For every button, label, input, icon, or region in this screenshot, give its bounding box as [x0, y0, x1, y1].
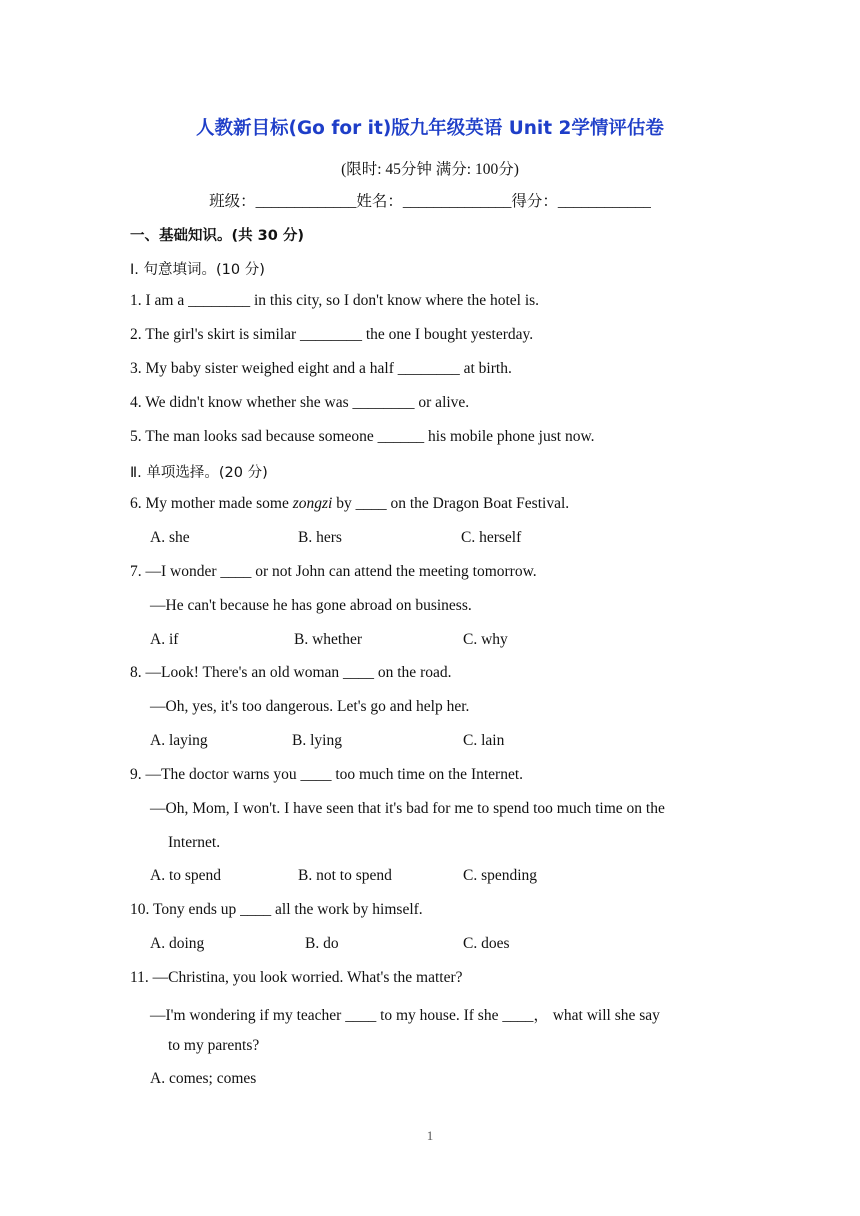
student-info-line: 班级：_____________姓名：______________得分：____________	[209, 193, 651, 210]
question-8-reply: —Oh, yes, it's too dangerous. Let's go and help her.	[150, 698, 470, 715]
option-c: C. herself	[461, 529, 522, 546]
section-heading: 一、基础知识。(共 30 分)	[130, 228, 305, 244]
question-9: 9. —The doctor warns you ____ too much time on the Internet.	[130, 766, 524, 783]
page-title: 人教新目标(Go for it)版九年级英语 Unit 2学情评估卷	[196, 118, 664, 139]
question-9-reply: —Oh, Mom, I won't. I have seen that it's bad for me to spend too much time on the	[150, 800, 665, 817]
question-italic-word: zongzi	[292, 495, 333, 512]
question-7: 7. —I wonder ____ or not John can attend the meeting tomorrow.	[130, 563, 537, 580]
option-b: B. hers	[298, 529, 342, 546]
option-a: A. if	[150, 631, 179, 648]
option-b: B. not to spend	[298, 867, 392, 884]
option-c: C. lain	[463, 732, 505, 749]
option-a: A. doing	[150, 935, 205, 952]
option-c: C. does	[463, 935, 510, 952]
option-c: C. why	[463, 631, 508, 648]
question-11: 11. —Christina, you look worried. What's the matter?	[130, 969, 463, 986]
question-10: 10. Tony ends up ____ all the work by himself.	[130, 901, 423, 918]
question-7-reply: —He can't because he has gone abroad on business.	[150, 597, 472, 614]
time-score-note: (限时: 45分钟 满分: 100分)	[341, 161, 519, 178]
option-b: B. lying	[292, 732, 342, 749]
part-heading: Ⅱ. 单项选择。(20 分)	[130, 465, 268, 481]
option-c: C. spending	[463, 867, 538, 884]
page-number: 1	[426, 1128, 434, 1143]
question-2: 2. The girl's skirt is similar ________ the one I bought yesterday.	[130, 326, 534, 343]
question-text: by ____ on the Dragon Boat Festival.	[332, 495, 570, 512]
option-b: B. whether	[294, 631, 363, 648]
option-a: A. comes; comes	[150, 1070, 257, 1087]
question-3: 3. My baby sister weighed eight and a half ________ at birth.	[130, 360, 512, 377]
option-a: A. she	[150, 529, 190, 546]
question-1: 1. I am a ________ in this city, so I don't know where the hotel is.	[130, 292, 540, 309]
question-5: 5. The man looks sad because someone ______ his mobile phone just now.	[130, 428, 595, 445]
question-text: 6. My mother made some	[130, 495, 293, 512]
option-b: B. do	[305, 935, 339, 952]
part-heading: I. 句意填词。(10 分)	[130, 262, 265, 278]
question-9-reply-cont: Internet.	[168, 834, 221, 851]
question-8: 8. —Look! There's an old woman ____ on the road.	[130, 664, 452, 681]
question-6	[130, 495, 569, 513]
question-4: 4. We didn't know whether she was ________ or alive.	[130, 394, 470, 411]
option-a: A. to spend	[150, 867, 222, 884]
question-11-reply-cont: to my parents?	[168, 1037, 260, 1054]
question-11-reply: —I'm wondering if my teacher ____ to my house. If she ____， what will she say	[150, 1007, 660, 1024]
option-a: A. laying	[150, 732, 208, 749]
